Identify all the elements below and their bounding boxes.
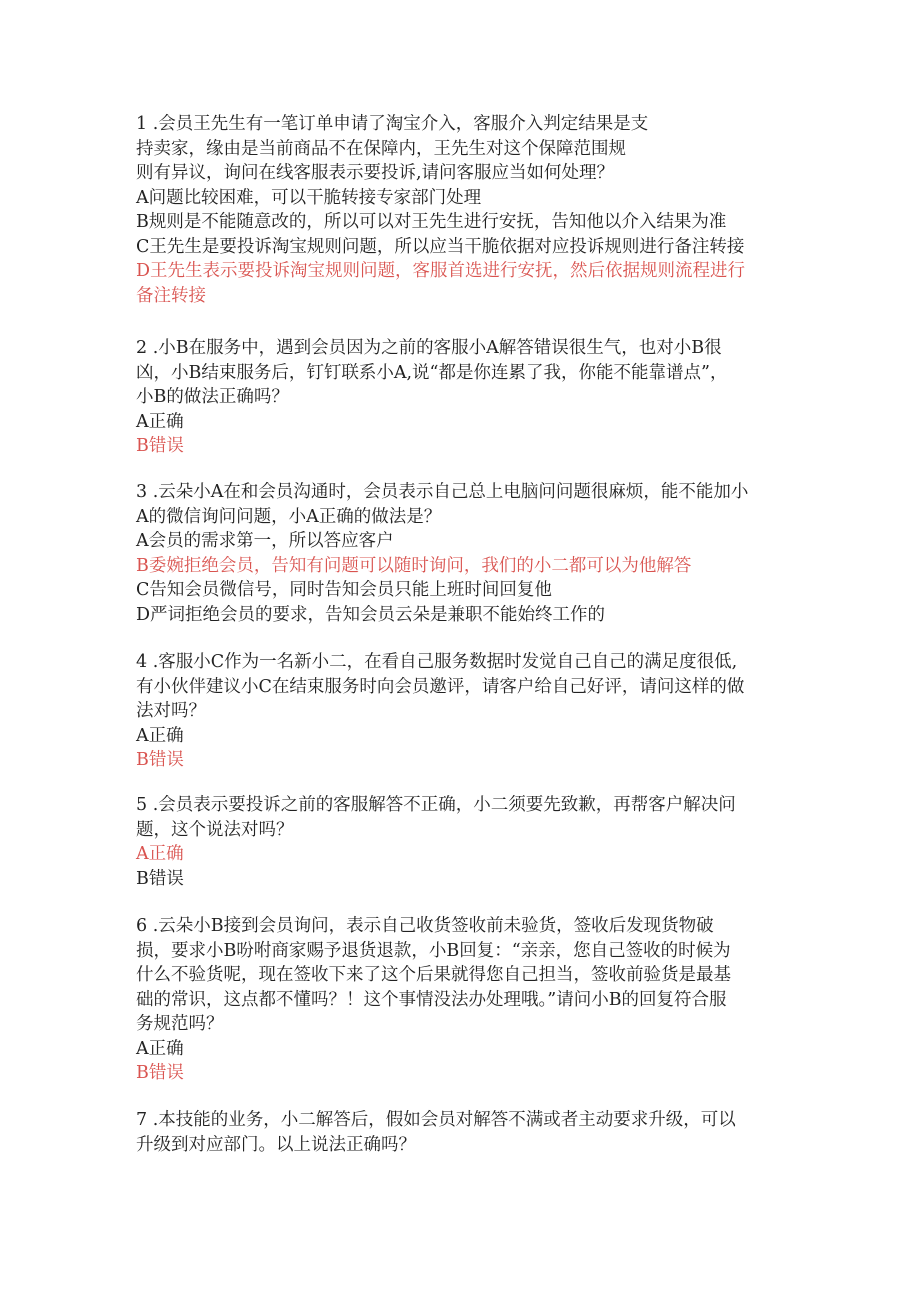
option-a: A问题比较困难，可以干脆转接专家部门处理 — [136, 187, 482, 208]
question-text-line: 3 .云朵小A在和会员沟通时，会员表示自己总上电脑问问题很麻烦，能不能加小 — [136, 482, 749, 502]
option-b-correct: B错误 — [136, 750, 184, 770]
option-b-correct: B委婉拒绝会员，告知有问题可以随时询问，我们的小二都可以为他解答 — [136, 555, 692, 576]
option-c: C告知会员微信号，同时告知会员只能上班时间回复他 — [136, 580, 552, 600]
question-text-line: 则有异议，询问在线客服表示要投诉,请问客服应当如何处理？ — [136, 163, 615, 183]
option-d-correct-continued: 备注转接 — [136, 285, 206, 306]
question-text-line: 7 .本技能的业务，小二解答后，假如会员对解答不满或者主动要求升级，可以 — [136, 1110, 736, 1130]
option-d-correct: D王先生表示要投诉淘宝规则问题，客服首选进行安抚，然后依据规则流程进行 — [136, 261, 746, 281]
question-text-line: 4 .客服小C作为一名新小二，在看自己服务数据时发觉自己自己的满足度很低, — [136, 652, 738, 672]
option-d: D严词拒绝会员的要求，告知会员云朵是兼职不能始终工作的 — [136, 604, 606, 625]
question-3 — [136, 480, 796, 627]
option-a: A会员的需求第一，所以答应客户 — [136, 531, 394, 551]
option-b-correct: B错误 — [136, 436, 184, 456]
option-a-correct: A正确 — [136, 844, 184, 864]
option-a: A正确 — [136, 725, 184, 746]
question-text-line: 法对吗？ — [136, 701, 206, 721]
question-4 — [136, 650, 796, 773]
option-a: A正确 — [136, 1038, 184, 1059]
question-text-line: A的微信询问问题，小A正确的做法是？ — [136, 506, 442, 527]
question-text-line: 有小伙伴建议小C在结束服务时向会员邀评，请客户给自己好评，请问这样的做 — [136, 676, 745, 697]
question-text-line: 5 .会员表示要投诉之前的客服解答不正确，小二须要先致歉，再帮客户解决问 — [136, 795, 736, 815]
question-text-line: 题，这个说法对吗？ — [136, 819, 294, 840]
question-2 — [136, 336, 796, 459]
question-text-line: 小B的做法正确吗？ — [136, 387, 289, 407]
option-b: B规则是不能随意改的，所以可以对王先生进行安抚，告知他以介入结果为准 — [136, 212, 727, 232]
question-text-line: 什么不验货呢，现在签收下来了这个后果就得您自己担当，签收前验货是最基 — [136, 965, 731, 985]
option-c: C王先生是要投诉淘宝规则问题，所以应当干脆依据对应投诉规则进行备注转接 — [136, 236, 745, 257]
option-a: A正确 — [136, 411, 184, 432]
question-text-line: 础的常识，这点都不懂吗？！这个事情没法办处理哦。”请问小B的回复符合服 — [136, 989, 727, 1010]
question-text-line: 务规范吗？ — [136, 1014, 224, 1034]
question-text-line: 1 .会员王先生有一笔订单申请了淘宝介入，客服介入判定结果是支 — [136, 114, 649, 134]
question-text-line: 升级到对应部门。以上说法正确吗？ — [136, 1134, 416, 1155]
question-1 — [136, 112, 796, 308]
question-text-line: 凶，小B结束服务后，钉钉联系小A,说“都是你连累了我，你能不能靠谱点”， — [136, 362, 728, 383]
option-b: B错误 — [136, 868, 184, 889]
question-text-line: 2 .小B在服务中，遇到会员因为之前的客服小A解答错误很生气，也对小B很 — [136, 338, 722, 358]
question-text-line: 损，要求小B吩咐商家赐予退货退款，小B回复：“亲亲，您自己签收的时候为 — [136, 940, 731, 961]
question-text-line: 持卖家，缘由是当前商品不在保障内，王先生对这个保障范围规 — [136, 138, 626, 159]
question-6 — [136, 914, 796, 1086]
option-b-correct: B错误 — [136, 1063, 184, 1083]
question-7 — [136, 1108, 796, 1157]
question-text-line: 6 .云朵小B接到会员询问，表示自己收货签收前未验货，签收后发现货物破 — [136, 916, 714, 936]
question-5 — [136, 793, 796, 891]
